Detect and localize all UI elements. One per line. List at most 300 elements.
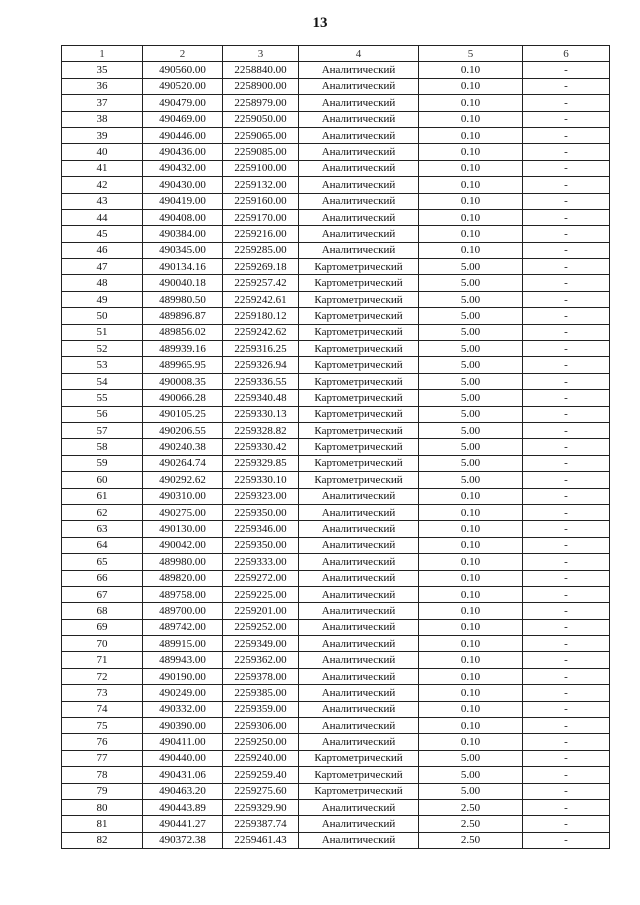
table-row (62, 570, 610, 586)
accuracy-cell: 5.00 (419, 291, 523, 307)
accuracy-cell: 2.50 (419, 832, 523, 848)
y-coordinate-cell: 2259170.00 (223, 209, 299, 225)
page-number: 13 (312, 15, 328, 31)
y-coordinate-cell: 2259330.42 (223, 439, 299, 455)
accuracy-cell: 0.10 (419, 144, 523, 160)
point-number-cell: 67 (62, 586, 143, 602)
table-row (62, 242, 610, 258)
coordinates-table (61, 45, 610, 849)
header-row (62, 46, 610, 62)
accuracy-cell: 0.10 (419, 554, 523, 570)
note-cell: - (523, 406, 610, 422)
x-coordinate-cell: 489980.00 (143, 554, 223, 570)
method-cell: Аналитический (299, 832, 419, 848)
note-cell: - (523, 390, 610, 406)
table-row (62, 390, 610, 406)
note-cell: - (523, 521, 610, 537)
note-cell: - (523, 734, 610, 750)
y-coordinate-cell: 2259329.90 (223, 799, 299, 815)
table-row (62, 127, 610, 143)
x-coordinate-cell: 490040.18 (143, 275, 223, 291)
y-coordinate-cell: 2259259.40 (223, 767, 299, 783)
y-coordinate-cell: 2259252.00 (223, 619, 299, 635)
table-row (62, 488, 610, 504)
accuracy-cell: 5.00 (419, 455, 523, 471)
point-number-cell: 60 (62, 472, 143, 488)
x-coordinate-cell: 490066.28 (143, 390, 223, 406)
y-coordinate-cell: 2259362.00 (223, 652, 299, 668)
y-coordinate-cell: 2259306.00 (223, 718, 299, 734)
table-row (62, 275, 610, 291)
accuracy-cell: 0.10 (419, 193, 523, 209)
y-coordinate-cell: 2259385.00 (223, 685, 299, 701)
x-coordinate-cell: 490134.16 (143, 259, 223, 275)
note-cell: - (523, 160, 610, 176)
x-coordinate-cell: 490443.89 (143, 799, 223, 815)
point-number-cell: 77 (62, 750, 143, 766)
note-cell: - (523, 259, 610, 275)
x-coordinate-cell: 489943.00 (143, 652, 223, 668)
point-number-cell: 74 (62, 701, 143, 717)
note-cell: - (523, 341, 610, 357)
point-number-cell: 35 (62, 62, 143, 78)
table-row (62, 373, 610, 389)
point-number-cell: 80 (62, 799, 143, 815)
x-coordinate-cell: 490310.00 (143, 488, 223, 504)
method-cell: Картометрический (299, 455, 419, 471)
note-cell: - (523, 767, 610, 783)
method-cell: Картометрический (299, 373, 419, 389)
y-coordinate-cell: 2259330.10 (223, 472, 299, 488)
accuracy-cell: 0.10 (419, 652, 523, 668)
x-coordinate-cell: 489915.00 (143, 636, 223, 652)
y-coordinate-cell: 2259461.43 (223, 832, 299, 848)
point-number-cell: 50 (62, 308, 143, 324)
x-coordinate-cell: 489820.00 (143, 570, 223, 586)
note-cell: - (523, 488, 610, 504)
point-number-cell: 71 (62, 652, 143, 668)
point-number-cell: 68 (62, 603, 143, 619)
accuracy-cell: 0.10 (419, 504, 523, 520)
y-coordinate-cell: 2259250.00 (223, 734, 299, 750)
table-row (62, 734, 610, 750)
x-coordinate-cell: 490105.25 (143, 406, 223, 422)
y-coordinate-cell: 2259050.00 (223, 111, 299, 127)
note-cell: - (523, 472, 610, 488)
table-row (62, 554, 610, 570)
y-coordinate-cell: 2259350.00 (223, 537, 299, 553)
method-cell: Картометрический (299, 783, 419, 799)
note-cell: - (523, 177, 610, 193)
table-row (62, 668, 610, 684)
y-coordinate-cell: 2259180.12 (223, 308, 299, 324)
y-coordinate-cell: 2259272.00 (223, 570, 299, 586)
point-number-cell: 69 (62, 619, 143, 635)
method-cell: Аналитический (299, 799, 419, 815)
method-cell: Аналитический (299, 226, 419, 242)
y-coordinate-cell: 2258840.00 (223, 62, 299, 78)
y-coordinate-cell: 2259216.00 (223, 226, 299, 242)
y-coordinate-cell: 2259350.00 (223, 504, 299, 520)
x-coordinate-cell: 489965.95 (143, 357, 223, 373)
method-cell: Аналитический (299, 160, 419, 176)
note-cell: - (523, 144, 610, 160)
note-cell: - (523, 783, 610, 799)
accuracy-cell: 5.00 (419, 767, 523, 783)
point-number-cell: 63 (62, 521, 143, 537)
note-cell: - (523, 799, 610, 815)
note-cell: - (523, 603, 610, 619)
x-coordinate-cell: 490431.06 (143, 767, 223, 783)
point-number-cell: 65 (62, 554, 143, 570)
note-cell: - (523, 554, 610, 570)
table-row (62, 439, 610, 455)
accuracy-cell: 0.10 (419, 95, 523, 111)
point-number-cell: 53 (62, 357, 143, 373)
table-row (62, 783, 610, 799)
accuracy-cell: 5.00 (419, 750, 523, 766)
point-number-cell: 42 (62, 177, 143, 193)
accuracy-cell: 0.10 (419, 242, 523, 258)
x-coordinate-cell: 489742.00 (143, 619, 223, 635)
method-cell: Аналитический (299, 95, 419, 111)
note-cell: - (523, 111, 610, 127)
x-coordinate-cell: 490240.38 (143, 439, 223, 455)
accuracy-cell: 0.10 (419, 668, 523, 684)
y-coordinate-cell: 2259132.00 (223, 177, 299, 193)
note-cell: - (523, 455, 610, 471)
x-coordinate-cell: 490190.00 (143, 668, 223, 684)
method-cell: Аналитический (299, 537, 419, 553)
table-row (62, 177, 610, 193)
x-coordinate-cell: 490432.00 (143, 160, 223, 176)
point-number-cell: 43 (62, 193, 143, 209)
note-cell: - (523, 308, 610, 324)
y-coordinate-cell: 2259085.00 (223, 144, 299, 160)
y-coordinate-cell: 2259100.00 (223, 160, 299, 176)
note-cell: - (523, 78, 610, 94)
point-number-cell: 52 (62, 341, 143, 357)
note-cell: - (523, 537, 610, 553)
x-coordinate-cell: 490436.00 (143, 144, 223, 160)
table-row (62, 816, 610, 832)
method-cell: Картометрический (299, 324, 419, 340)
point-number-cell: 66 (62, 570, 143, 586)
method-cell: Аналитический (299, 62, 419, 78)
x-coordinate-cell: 490520.00 (143, 78, 223, 94)
point-number-cell: 46 (62, 242, 143, 258)
table-header (62, 46, 610, 62)
point-number-cell: 64 (62, 537, 143, 553)
y-coordinate-cell: 2258900.00 (223, 78, 299, 94)
method-cell: Аналитический (299, 619, 419, 635)
point-number-cell: 75 (62, 718, 143, 734)
method-cell: Аналитический (299, 554, 419, 570)
accuracy-cell: 0.10 (419, 603, 523, 619)
accuracy-cell: 5.00 (419, 472, 523, 488)
note-cell: - (523, 619, 610, 635)
table-row (62, 537, 610, 553)
note-cell: - (523, 570, 610, 586)
x-coordinate-cell: 490008.35 (143, 373, 223, 389)
accuracy-cell: 0.10 (419, 209, 523, 225)
accuracy-cell: 0.10 (419, 586, 523, 602)
column-header: 6 (523, 46, 610, 62)
table-row (62, 341, 610, 357)
point-number-cell: 79 (62, 783, 143, 799)
y-coordinate-cell: 2259329.85 (223, 455, 299, 471)
method-cell: Картометрический (299, 357, 419, 373)
accuracy-cell: 5.00 (419, 259, 523, 275)
accuracy-cell: 0.10 (419, 570, 523, 586)
x-coordinate-cell: 489758.00 (143, 586, 223, 602)
y-coordinate-cell: 2259346.00 (223, 521, 299, 537)
table-row (62, 144, 610, 160)
accuracy-cell: 5.00 (419, 357, 523, 373)
x-coordinate-cell: 490441.27 (143, 816, 223, 832)
table-row (62, 636, 610, 652)
x-coordinate-cell: 490463.20 (143, 783, 223, 799)
method-cell: Аналитический (299, 144, 419, 160)
note-cell: - (523, 636, 610, 652)
accuracy-cell: 0.10 (419, 521, 523, 537)
y-coordinate-cell: 2259378.00 (223, 668, 299, 684)
y-coordinate-cell: 2259340.48 (223, 390, 299, 406)
note-cell: - (523, 62, 610, 78)
x-coordinate-cell: 490275.00 (143, 504, 223, 520)
table-row (62, 619, 610, 635)
x-coordinate-cell: 490264.74 (143, 455, 223, 471)
x-coordinate-cell: 490440.00 (143, 750, 223, 766)
table-row (62, 209, 610, 225)
y-coordinate-cell: 2259359.00 (223, 701, 299, 717)
method-cell: Картометрический (299, 406, 419, 422)
point-number-cell: 82 (62, 832, 143, 848)
x-coordinate-cell: 490560.00 (143, 62, 223, 78)
accuracy-cell: 5.00 (419, 439, 523, 455)
note-cell: - (523, 357, 610, 373)
point-number-cell: 41 (62, 160, 143, 176)
method-cell: Аналитический (299, 488, 419, 504)
accuracy-cell: 0.10 (419, 718, 523, 734)
accuracy-cell: 5.00 (419, 390, 523, 406)
table-row (62, 750, 610, 766)
table-row (62, 422, 610, 438)
x-coordinate-cell: 490446.00 (143, 127, 223, 143)
y-coordinate-cell: 2259201.00 (223, 603, 299, 619)
note-cell: - (523, 95, 610, 111)
point-number-cell: 44 (62, 209, 143, 225)
x-coordinate-cell: 490042.00 (143, 537, 223, 553)
method-cell: Картометрический (299, 390, 419, 406)
x-coordinate-cell: 490479.00 (143, 95, 223, 111)
method-cell: Аналитический (299, 816, 419, 832)
point-number-cell: 70 (62, 636, 143, 652)
method-cell: Аналитический (299, 636, 419, 652)
note-cell: - (523, 750, 610, 766)
note-cell: - (523, 422, 610, 438)
point-number-cell: 55 (62, 390, 143, 406)
table-row (62, 718, 610, 734)
table-row (62, 111, 610, 127)
note-cell: - (523, 127, 610, 143)
column-header: 3 (223, 46, 299, 62)
note-cell: - (523, 586, 610, 602)
method-cell: Аналитический (299, 652, 419, 668)
method-cell: Аналитический (299, 209, 419, 225)
x-coordinate-cell: 490332.00 (143, 701, 223, 717)
point-number-cell: 45 (62, 226, 143, 242)
point-number-cell: 51 (62, 324, 143, 340)
point-number-cell: 57 (62, 422, 143, 438)
method-cell: Картометрический (299, 259, 419, 275)
y-coordinate-cell: 2259387.74 (223, 816, 299, 832)
x-coordinate-cell: 490430.00 (143, 177, 223, 193)
accuracy-cell: 5.00 (419, 324, 523, 340)
y-coordinate-cell: 2259225.00 (223, 586, 299, 602)
accuracy-cell: 0.10 (419, 160, 523, 176)
accuracy-cell: 5.00 (419, 406, 523, 422)
table-row (62, 603, 610, 619)
accuracy-cell: 0.10 (419, 636, 523, 652)
x-coordinate-cell: 489700.00 (143, 603, 223, 619)
x-coordinate-cell: 490130.00 (143, 521, 223, 537)
point-number-cell: 73 (62, 685, 143, 701)
note-cell: - (523, 816, 610, 832)
point-number-cell: 76 (62, 734, 143, 750)
y-coordinate-cell: 2259285.00 (223, 242, 299, 258)
point-number-cell: 38 (62, 111, 143, 127)
accuracy-cell: 0.10 (419, 619, 523, 635)
method-cell: Аналитический (299, 127, 419, 143)
column-header: 4 (299, 46, 419, 62)
accuracy-cell: 5.00 (419, 373, 523, 389)
table-row (62, 160, 610, 176)
point-number-cell: 59 (62, 455, 143, 471)
y-coordinate-cell: 2259242.62 (223, 324, 299, 340)
accuracy-cell: 0.10 (419, 78, 523, 94)
accuracy-cell: 5.00 (419, 422, 523, 438)
table-row (62, 586, 610, 602)
y-coordinate-cell: 2259240.00 (223, 750, 299, 766)
method-cell: Аналитический (299, 521, 419, 537)
table-row (62, 193, 610, 209)
y-coordinate-cell: 2259269.18 (223, 259, 299, 275)
method-cell: Аналитический (299, 685, 419, 701)
x-coordinate-cell: 489980.50 (143, 291, 223, 307)
point-number-cell: 36 (62, 78, 143, 94)
method-cell: Картометрический (299, 275, 419, 291)
table-row (62, 521, 610, 537)
table-row (62, 472, 610, 488)
y-coordinate-cell: 2259257.42 (223, 275, 299, 291)
method-cell: Аналитический (299, 111, 419, 127)
note-cell: - (523, 718, 610, 734)
point-number-cell: 47 (62, 259, 143, 275)
note-cell: - (523, 193, 610, 209)
x-coordinate-cell: 490249.00 (143, 685, 223, 701)
y-coordinate-cell: 2259328.82 (223, 422, 299, 438)
method-cell: Аналитический (299, 734, 419, 750)
accuracy-cell: 5.00 (419, 783, 523, 799)
table-row (62, 767, 610, 783)
point-number-cell: 37 (62, 95, 143, 111)
accuracy-cell: 0.10 (419, 111, 523, 127)
accuracy-cell: 0.10 (419, 537, 523, 553)
accuracy-cell: 0.10 (419, 685, 523, 701)
x-coordinate-cell: 490408.00 (143, 209, 223, 225)
method-cell: Аналитический (299, 177, 419, 193)
x-coordinate-cell: 489856.02 (143, 324, 223, 340)
method-cell: Аналитический (299, 718, 419, 734)
note-cell: - (523, 275, 610, 291)
x-coordinate-cell: 490411.00 (143, 734, 223, 750)
y-coordinate-cell: 2259349.00 (223, 636, 299, 652)
y-coordinate-cell: 2259275.60 (223, 783, 299, 799)
accuracy-cell: 0.10 (419, 127, 523, 143)
method-cell: Аналитический (299, 586, 419, 602)
method-cell: Аналитический (299, 193, 419, 209)
method-cell: Аналитический (299, 701, 419, 717)
method-cell: Картометрический (299, 750, 419, 766)
table-row (62, 832, 610, 848)
point-number-cell: 49 (62, 291, 143, 307)
table-row (62, 324, 610, 340)
y-coordinate-cell: 2259160.00 (223, 193, 299, 209)
x-coordinate-cell: 489896.87 (143, 308, 223, 324)
table-row (62, 291, 610, 307)
x-coordinate-cell: 490384.00 (143, 226, 223, 242)
method-cell: Аналитический (299, 668, 419, 684)
x-coordinate-cell: 490419.00 (143, 193, 223, 209)
note-cell: - (523, 504, 610, 520)
x-coordinate-cell: 490345.00 (143, 242, 223, 258)
x-coordinate-cell: 490292.62 (143, 472, 223, 488)
accuracy-cell: 0.10 (419, 734, 523, 750)
note-cell: - (523, 685, 610, 701)
note-cell: - (523, 701, 610, 717)
point-number-cell: 61 (62, 488, 143, 504)
table-row (62, 799, 610, 815)
y-coordinate-cell: 2259326.94 (223, 357, 299, 373)
note-cell: - (523, 668, 610, 684)
y-coordinate-cell: 2259065.00 (223, 127, 299, 143)
table-row (62, 78, 610, 94)
accuracy-cell: 5.00 (419, 341, 523, 357)
accuracy-cell: 0.10 (419, 177, 523, 193)
point-number-cell: 40 (62, 144, 143, 160)
y-coordinate-cell: 2258979.00 (223, 95, 299, 111)
note-cell: - (523, 242, 610, 258)
method-cell: Картометрический (299, 472, 419, 488)
note-cell: - (523, 832, 610, 848)
table-row (62, 504, 610, 520)
table-row (62, 357, 610, 373)
y-coordinate-cell: 2259242.61 (223, 291, 299, 307)
table-row (62, 652, 610, 668)
x-coordinate-cell: 489939.16 (143, 341, 223, 357)
method-cell: Аналитический (299, 504, 419, 520)
column-header: 5 (419, 46, 523, 62)
method-cell: Картометрический (299, 341, 419, 357)
note-cell: - (523, 291, 610, 307)
method-cell: Картометрический (299, 439, 419, 455)
note-cell: - (523, 226, 610, 242)
table-row (62, 455, 610, 471)
method-cell: Картометрический (299, 308, 419, 324)
method-cell: Аналитический (299, 603, 419, 619)
point-number-cell: 81 (62, 816, 143, 832)
